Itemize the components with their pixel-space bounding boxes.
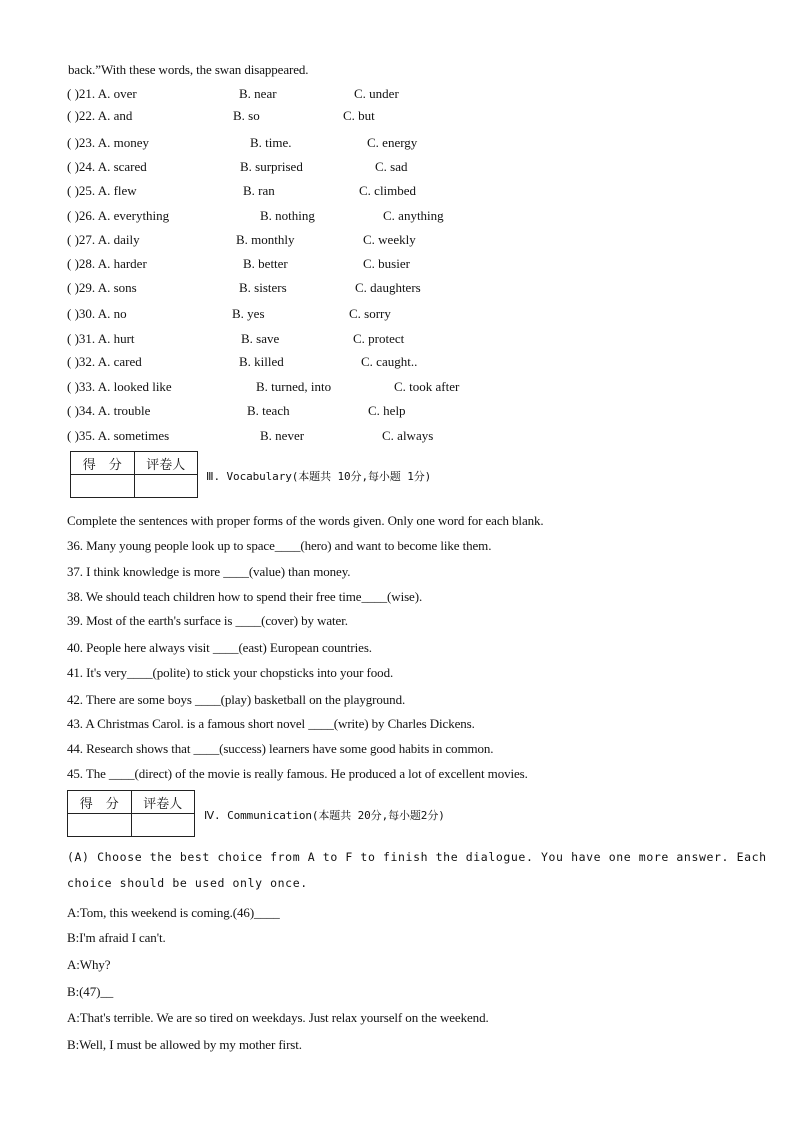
grader-header: 评卷人 bbox=[134, 452, 198, 475]
dialogue-line: A:Tom, this weekend is coming.(46)____ bbox=[67, 905, 280, 920]
vocabulary-item: 37. I think knowledge is more ____(value) than money. bbox=[67, 564, 351, 579]
cloze-option-b: B. yes bbox=[232, 306, 265, 321]
section-4-instruction-2: choice should be used only once. bbox=[67, 876, 308, 890]
cloze-question-a: ( )26. A. everything bbox=[67, 208, 170, 223]
cloze-option-b: B. teach bbox=[247, 403, 290, 418]
vocabulary-item: 43. A Christmas Carol. is a famous short novel ____(write) by Charles Dickens. bbox=[67, 716, 475, 731]
cloze-option-c: C. protect bbox=[353, 331, 405, 346]
score-header: 得 分 bbox=[68, 791, 132, 814]
grader-cell[interactable] bbox=[134, 475, 198, 498]
cloze-option-c: C. but bbox=[343, 108, 375, 123]
vocabulary-item: 38. We should teach children how to spend their free time____(wise). bbox=[67, 589, 423, 604]
vocabulary-item: 39. Most of the earth's surface is ____(cover) by water. bbox=[67, 613, 348, 628]
cloze-option-b: B. never bbox=[260, 428, 305, 443]
section-3-instruction: Complete the sentences with proper forms of the words given. Only one word for each blank. bbox=[67, 513, 544, 528]
cloze-option-b: B. sisters bbox=[239, 280, 287, 295]
dialogue-line: A:That's terrible. We are so tired on weekdays. Just relax yourself on the weekend. bbox=[67, 1010, 489, 1025]
cloze-option-c: C. busier bbox=[363, 256, 410, 271]
score-cell[interactable] bbox=[68, 814, 132, 837]
vocabulary-item: 44. Research shows that ____(success) learners have some good habits in common. bbox=[67, 741, 494, 756]
cloze-option-c: C. sorry bbox=[349, 306, 391, 321]
cloze-question-a: ( )29. A. sons bbox=[67, 280, 137, 295]
score-box-1 bbox=[70, 451, 198, 498]
cloze-option-c: C. under bbox=[354, 86, 399, 101]
cloze-question-a: ( )21. A. over bbox=[67, 86, 137, 101]
cloze-option-c: C. daughters bbox=[355, 280, 421, 295]
cloze-question-a: ( )27. A. daily bbox=[67, 232, 140, 247]
section-4-title: Ⅳ. Communication(本题共 20分,每小题2分) bbox=[204, 809, 445, 822]
cloze-question-a: ( )32. A. cared bbox=[67, 354, 142, 369]
cloze-question-a: ( )31. A. hurt bbox=[67, 331, 135, 346]
cloze-option-b: B. save bbox=[241, 331, 280, 346]
cloze-option-c: C. sad bbox=[375, 159, 408, 174]
cloze-question-a: ( )35. A. sometimes bbox=[67, 428, 170, 443]
section-4-instruction-1: (A) Choose the best choice from A to F to finish the dialogue. You have one more answer. Each bbox=[67, 850, 767, 864]
cloze-option-b: B. time. bbox=[250, 135, 292, 150]
cloze-option-c: C. climbed bbox=[359, 183, 417, 198]
cloze-question-a: ( )34. A. trouble bbox=[67, 403, 151, 418]
cloze-question-a: ( )30. A. no bbox=[67, 306, 127, 321]
cloze-option-b: B. so bbox=[233, 108, 260, 123]
vocabulary-item: 45. The ____(direct) of the movie is really famous. He produced a lot of excellent movies. bbox=[67, 766, 528, 781]
dialogue-line: B:I'm afraid I can't. bbox=[67, 930, 166, 945]
cloze-option-c: C. anything bbox=[383, 208, 444, 223]
score-header: 得 分 bbox=[71, 452, 135, 475]
score-box-2 bbox=[67, 790, 195, 837]
cloze-option-c: C. always bbox=[382, 428, 434, 443]
cloze-option-b: B. near bbox=[239, 86, 277, 101]
cloze-question-a: ( )33. A. looked like bbox=[67, 379, 172, 394]
cloze-option-b: B. turned, into bbox=[256, 379, 332, 394]
cloze-option-c: C. help bbox=[368, 403, 406, 418]
cloze-option-b: B. nothing bbox=[260, 208, 315, 223]
cloze-question-a: ( )28. A. harder bbox=[67, 256, 147, 271]
cloze-question-a: ( )23. A. money bbox=[67, 135, 149, 150]
cloze-option-b: B. surprised bbox=[240, 159, 303, 174]
vocabulary-item: 42. There are some boys ____(play) basketball on the playground. bbox=[67, 692, 406, 707]
dialogue-line: B:Well, I must be allowed by my mother first. bbox=[67, 1037, 302, 1052]
cloze-option-b: B. ran bbox=[243, 183, 275, 198]
dialogue-line: A:Why? bbox=[67, 957, 111, 972]
intro-line: back.”With these words, the swan disappeared. bbox=[68, 62, 309, 77]
vocabulary-item: 40. People here always visit ____(east) European countries. bbox=[67, 640, 372, 655]
cloze-option-c: C. took after bbox=[394, 379, 460, 394]
cloze-option-b: B. better bbox=[243, 256, 288, 271]
cloze-option-c: C. caught.. bbox=[361, 354, 418, 369]
grader-header: 评卷人 bbox=[131, 791, 195, 814]
cloze-option-c: C. energy bbox=[367, 135, 418, 150]
cloze-question-a: ( )25. A. flew bbox=[67, 183, 137, 198]
cloze-question-a: ( )24. A. scared bbox=[67, 159, 147, 174]
cloze-question-a: ( )22. A. and bbox=[67, 108, 133, 123]
dialogue-line: B:(47)__ bbox=[67, 984, 114, 999]
grader-cell[interactable] bbox=[131, 814, 195, 837]
section-3-title: Ⅲ. Vocabulary(本题共 10分,每小题 1分) bbox=[206, 470, 432, 483]
cloze-option-b: B. killed bbox=[239, 354, 284, 369]
score-cell[interactable] bbox=[71, 475, 135, 498]
cloze-option-b: B. monthly bbox=[236, 232, 295, 247]
vocabulary-item: 41. It's very____(polite) to stick your chopsticks into your food. bbox=[67, 665, 394, 680]
cloze-option-c: C. weekly bbox=[363, 232, 416, 247]
vocabulary-item: 36. Many young people look up to space____(hero) and want to become like them. bbox=[67, 538, 492, 553]
